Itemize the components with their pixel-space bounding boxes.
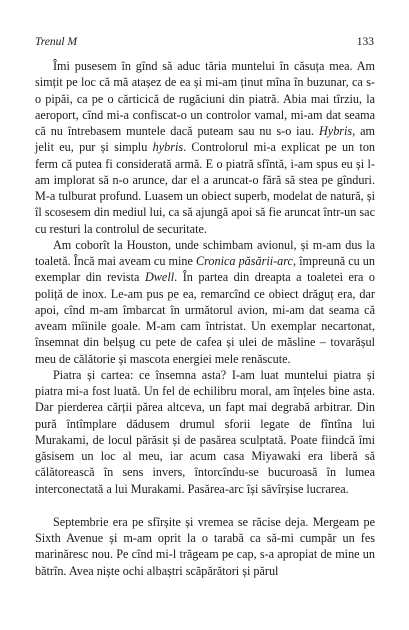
running-header (35, 34, 374, 50)
chapter-title: Trenul M (35, 36, 78, 48)
text-segment: Septembrie era pe sfîrșite și vremea se răcise deja. Mergeam pe Sixth Avenue și m-am oprit la o tarabă ca să-mi cumpăr un fes marinăresc nou. Pe cînd mi-l trăgeam pe cap, s-a apropiat de mine un bătrîn. Avea niște ochi albaștri scăpărători și părul (35, 514, 375, 578)
italic-text: hybris (152, 140, 184, 155)
paragraph (35, 514, 375, 579)
text-segment: , împreună cu un exemplar din revista (35, 254, 375, 285)
italic-text: Hybris (319, 124, 353, 138)
italic-text: Dwell (145, 270, 175, 285)
paragraph (35, 367, 375, 497)
italic-text: Cronica păsării-arc (195, 254, 293, 268)
text-segment: Îmi pusesem în gînd să aduc tăria muntelui în căsuța mea. Am simțit pe loc că mă atașez de ea și mi-am ținut mîna în buzunar, ca s-o pipăi, ca pe o cărticică de rugăciuni din piatră. Abia mai tîrziu, la aeroport, cînd mi-a confiscat-o un controlor vamal, mi-am dat seama că nu întrebasem muntele dacă puteam sau nu s-o iau. (35, 59, 375, 138)
text-segment: . În partea din dreapta a toaletei era o poliță de inox. Le-am pus pe ea, remarcînd ce obiect drăguț era, dar apoi, cînd m-am îmbarcat în următorul avion, mi-am dat seama că aveam mîinile goale. M-am cam întristat. Un exemplar necartonat, însemnat din belșug cu pete de cafea și ulei de măsline – tovarășul meu de călătorie și mascota energiei mele renăscute. (35, 270, 375, 366)
text-segment: , am jelit eu, pur și simplu (35, 124, 376, 155)
text-segment: Am coborît la Houston, unde schimbam avionul, și m-am dus la toaletă. Încă mai aveam cu mine (35, 237, 375, 268)
text-segment: . Controlorul mi-a explicat pe un ton ferm că putea fi considerată armă. E o piatră sfîntă, i-am spus eu și l-am implorat să n-o arunce, dar el a aruncat-o fără să stea pe gînduri. M-a tulburat profund. Luasem un obiect superb, modelat de natură, și îl scosesem din mediul lui, ca să ajungă apoi să fie aruncat într-un sac cu resturi la controlul de securitate. (35, 140, 376, 236)
paragraph (35, 237, 375, 367)
body-text (35, 58, 375, 579)
text-segment: Piatra și cartea: ce însemna asta? I-am luat muntelui piatra și piatra mi-a fost luată. Un fel de echilibru moral, am înțeles bine asta. Dar pierderea cărții părea altceva, un fapt mai degrabă arbitrar. Din pură întîmplare dădusem drumul sforii legate de fîntîna lui Murakami, de locul părăsit și de pasărea sculptată. Poate fiindcă îmi găsisem un loc al meu, iar acum casa Miyawaki era liberă să călătorească în sens invers, întorcîndu-se bucuroasă în lumea interconectată a lui Murakami. Pasărea-arc își săvîrșise lucrarea. (35, 367, 375, 496)
page-number: 133 (356, 36, 374, 48)
paragraph (35, 58, 375, 237)
